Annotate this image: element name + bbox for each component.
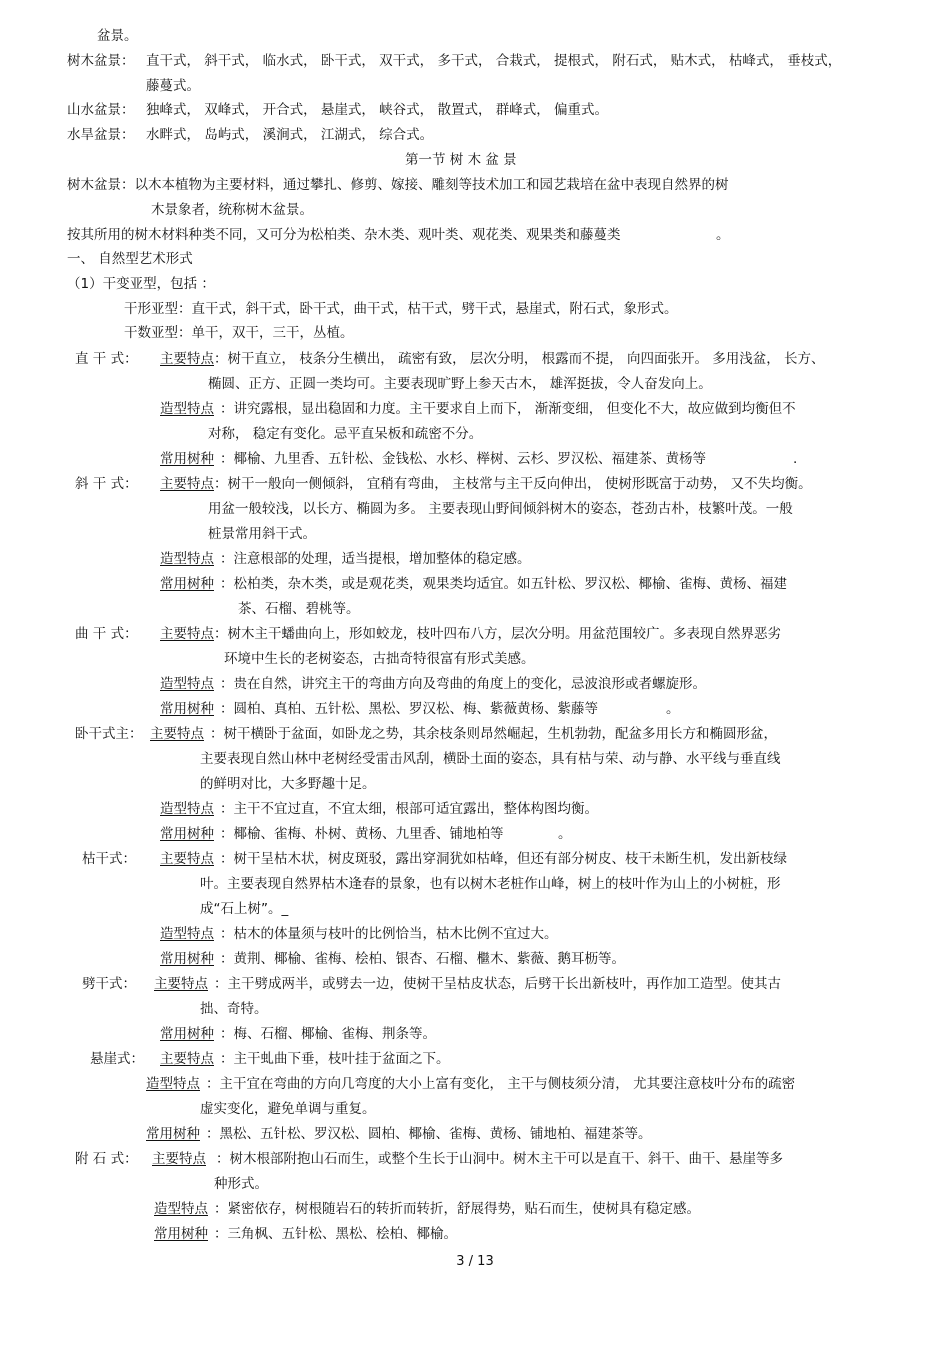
label-shape-features: 造型特点: [160, 401, 214, 417]
wogan-species: ：椰榆、雀梅、朴树、黄杨、九里香、铺地柏等: [220, 826, 504, 842]
xiegan-species-1: ：松柏类，杂木类，或是观花类，观果类均适宜。如五针松、罗汉松、椰榆、雀梅、黄杨、福建: [220, 576, 787, 592]
style-name-qugan: 曲 干 式：: [75, 626, 138, 642]
label-main-features: 主要特点: [160, 626, 214, 642]
wogan-main-2: 主要表现自然山林中老树经受雷击风刮，横卧土面的姿态，具有枯与荣、动与静、水平线与垂直线: [200, 751, 781, 767]
xiegan-shape-1: ：注意根部的处理，适当提根，增加整体的稳定感。: [220, 551, 531, 567]
tree-bonsai-types-cont: 藤蔓式。: [146, 78, 200, 94]
zhigan-shape-1: ：讲究露根，显出稳固和力度。主干要求自上而下， 渐渐变细， 但变化不大，故应做到均衡但不: [220, 401, 796, 417]
label-common-species: 常用树种: [160, 1026, 214, 1042]
section-title: 第一节 树 木 盆 景: [405, 152, 517, 168]
xiegan-species-2: 茶、石榴、碧桃等。: [238, 601, 360, 617]
page-number: 3 / 13: [456, 1254, 494, 1269]
label-shape-features: 造型特点: [160, 926, 214, 942]
label-main-features: 主要特点: [150, 726, 204, 742]
label-common-species: 常用树种: [160, 951, 214, 967]
zhigan-main-2: 椭圆、正方、正圆一类均可。主要表现旷野上参天古木， 雄浑挺拔，令人奋发向上。: [208, 376, 712, 392]
label-common-species: 常用树种: [160, 576, 214, 592]
label-common-species: 常用树种: [154, 1226, 208, 1242]
xuanya-shape-2: 虚实变化，避免单调与重复。: [200, 1101, 376, 1117]
pigan-main-1: ：主干劈成两半，或劈去一边，使树干呈枯皮状态，后劈干长出新枝叶，再作加工造型。使其古: [214, 976, 781, 992]
intro-line-0: 盆景。: [97, 28, 138, 44]
classification-line: 按其所用的树木材料种类不同，又可分为松柏类、杂木类、观叶类、观花类、观果类和藤蔓类: [67, 227, 621, 243]
kugan-species: ：黄荆、椰榆、雀梅、桧柏、银杏、石榴、檵木、紫薇、鹅耳枥等。: [220, 951, 625, 967]
label-common-species: 常用树种: [146, 1126, 200, 1142]
kugan-main-2: 叶。主要表现自然界枯木逢春的景象，也有以树木老桩作山峰，树上的枝叶作为山上的小树桩，形: [200, 876, 781, 892]
label-shape-features: 造型特点: [160, 801, 214, 817]
qugan-main-2: 环境中生长的老树姿态，古拙奇特很富有形式美感。: [224, 651, 535, 667]
style-name-xiegan: 斜 干 式：: [75, 476, 138, 492]
definition-line-1: 树木盆景：以木本植物为主要材料，通过攀扎、修剪、嫁接、雕刻等技术加工和园艺栽培在盆中表现自然界的树: [67, 177, 729, 193]
xuanya-shape-1: ：主干宜在弯曲的方向几弯度的大小上富有变化， 主干与侧枝须分清， 尤其要注意枝叶分布的疏密: [206, 1076, 796, 1092]
fushi-species: ：三角枫、五针松、黑松、桧柏、椰榆。: [214, 1226, 457, 1242]
water-bonsai-types: 水畔式， 岛屿式， 溪涧式， 江湖式， 综合式。: [146, 127, 434, 143]
part1-sub1-count-types: 干数亚型：单干，双干，三干，丛植。: [124, 325, 354, 341]
mountain-bonsai-label: 山水盆景：: [67, 102, 135, 118]
zhigan-main-1: ：树干直立， 枝条分生横出， 疏密有致， 层次分明， 根露而不提， 向四面张开。 多用浅盆， 长方、: [214, 351, 825, 367]
wogan-main-3: 的鲜明对比，大多野趣十足。: [200, 776, 376, 792]
style-name-fushi: 附 石 式：: [75, 1151, 138, 1167]
style-name-xuanya: 悬崖式：: [90, 1051, 144, 1067]
kugan-main-1: ：树干呈枯木状，树皮斑驳，露出穿洞犹如枯峰，但还有部分树皮、枝干未断生机，发出新枝绿: [220, 851, 787, 867]
xiegan-main-1: ：树干一般向一侧倾斜， 宜稍有弯曲， 主枝常与主干反向伸出， 使树形既富于动势， 又不失均衡。: [214, 476, 812, 492]
label-main-features: 主要特点: [160, 351, 214, 367]
part1-heading: 一、 自然型艺术形式: [67, 251, 193, 267]
qugan-shape-1: ：贵在自然，讲究主干的弯曲方向及弯曲的角度上的变化，忌波浪形或者螺旋形。: [220, 676, 706, 692]
tree-bonsai-label: 树木盆景：: [67, 53, 135, 69]
zhigan-species-end: .: [793, 451, 798, 467]
label-main-features: 主要特点: [154, 976, 208, 992]
style-name-wogan: 卧干式主：: [75, 726, 143, 742]
label-common-species: 常用树种: [160, 701, 214, 717]
kugan-main-3: 成“石上树”。_: [200, 901, 289, 917]
definition-line-2: 木景象者，统称树木盆景。: [151, 202, 313, 218]
xiegan-main-3: 桩景常用斜干式。: [208, 526, 316, 542]
label-shape-features: 造型特点: [146, 1076, 200, 1092]
label-main-features: 主要特点: [160, 476, 214, 492]
part1-sub1-shape-types: 干形亚型：直干式，斜干式，卧干式，曲干式，枯干式，劈干式，悬崖式，附石式，象形式。: [124, 301, 678, 317]
fushi-main-1: ：树木根部附抱山石而生，或整个生长于山洞中。树木主干可以是直干、斜干、曲干、悬崖等多: [216, 1151, 783, 1167]
xiegan-main-2: 用盆一般较浅，以长方、椭圆为多。 主要表现山野间倾斜树木的姿态，苍劲古朴，枝繁叶茂。一般: [208, 501, 793, 517]
tree-bonsai-types: 直干式， 斜干式， 临水式， 卧干式， 双干式， 多干式， 合栽式， 提根式， 附石式， 贴木式， 枯峰式， 垂枝式，: [146, 53, 842, 69]
pigan-species: ：梅、石榴、椰榆、雀梅、荆条等。: [220, 1026, 436, 1042]
zhigan-species: ：椰榆、九里香、五针松、金钱松、水杉、榉树、云杉、罗汉松、福建茶、黄杨等: [220, 451, 706, 467]
label-shape-features: 造型特点: [154, 1201, 208, 1217]
xuanya-main-1: ：主干虬曲下垂，枝叶挂于盆面之下。: [220, 1051, 450, 1067]
zhigan-shape-2: 对称， 稳定有变化。忌平直呆板和疏密不分。: [208, 426, 483, 442]
qugan-species-end: 。: [666, 701, 680, 717]
label-shape-features: 造型特点: [160, 676, 214, 692]
fushi-main-2: 种形式。: [214, 1176, 268, 1192]
wogan-species-end: 。: [558, 826, 572, 842]
label-main-features: 主要特点: [160, 1051, 214, 1067]
mountain-bonsai-types: 独峰式， 双峰式， 开合式， 悬崖式， 峡谷式， 散置式， 群峰式， 偏重式。: [146, 102, 609, 118]
fushi-shape-1: ：紧密依存，树根随岩石的转折而转折，舒展得势，贴石而生，使树具有稳定感。: [214, 1201, 700, 1217]
label-main-features: 主要特点: [160, 851, 214, 867]
wogan-shape-1: ：主干不宜过直，不宜太细，根部可适宜露出，整体构图均衡。: [220, 801, 598, 817]
label-shape-features: 造型特点: [160, 551, 214, 567]
part1-sub1: （1）干变亚型，包括 ：: [67, 276, 215, 292]
label-common-species: 常用树种: [160, 826, 214, 842]
pigan-main-2: 拙、奇特。: [200, 1001, 268, 1017]
wogan-main-1: ：树干横卧于盆面，如卧龙之势，其余枝条则昂然崛起，生机勃勃，配盆多用长方和椭圆形盆，: [210, 726, 777, 742]
kugan-shape-1: ：枯木的体量须与枝叶的比例恰当，枯木比例不宜过大。: [220, 926, 558, 942]
xuanya-species: ：黑松、五针松、罗汉松、圆柏、椰榆、雀梅、黄杨、铺地柏、福建茶等。: [206, 1126, 652, 1142]
style-name-kugan: 枯干式：: [82, 851, 136, 867]
qugan-species: ：圆柏、真柏、五针松、黑松、罗汉松、梅、紫薇黄杨、紫藤等: [220, 701, 598, 717]
qugan-main-1: ：树木主干蟠曲向上，形如蛟龙，枝叶四布八方，层次分明。用盆范围较广。多表现自然界恶劣: [214, 626, 781, 642]
style-name-zhigan: 直 干 式：: [75, 351, 138, 367]
label-main-features: 主要特点: [152, 1151, 206, 1167]
label-common-species: 常用树种: [160, 451, 214, 467]
classification-line-end: 。: [716, 227, 730, 243]
style-name-pigan: 劈干式：: [82, 976, 136, 992]
water-bonsai-label: 水旱盆景：: [67, 127, 135, 143]
